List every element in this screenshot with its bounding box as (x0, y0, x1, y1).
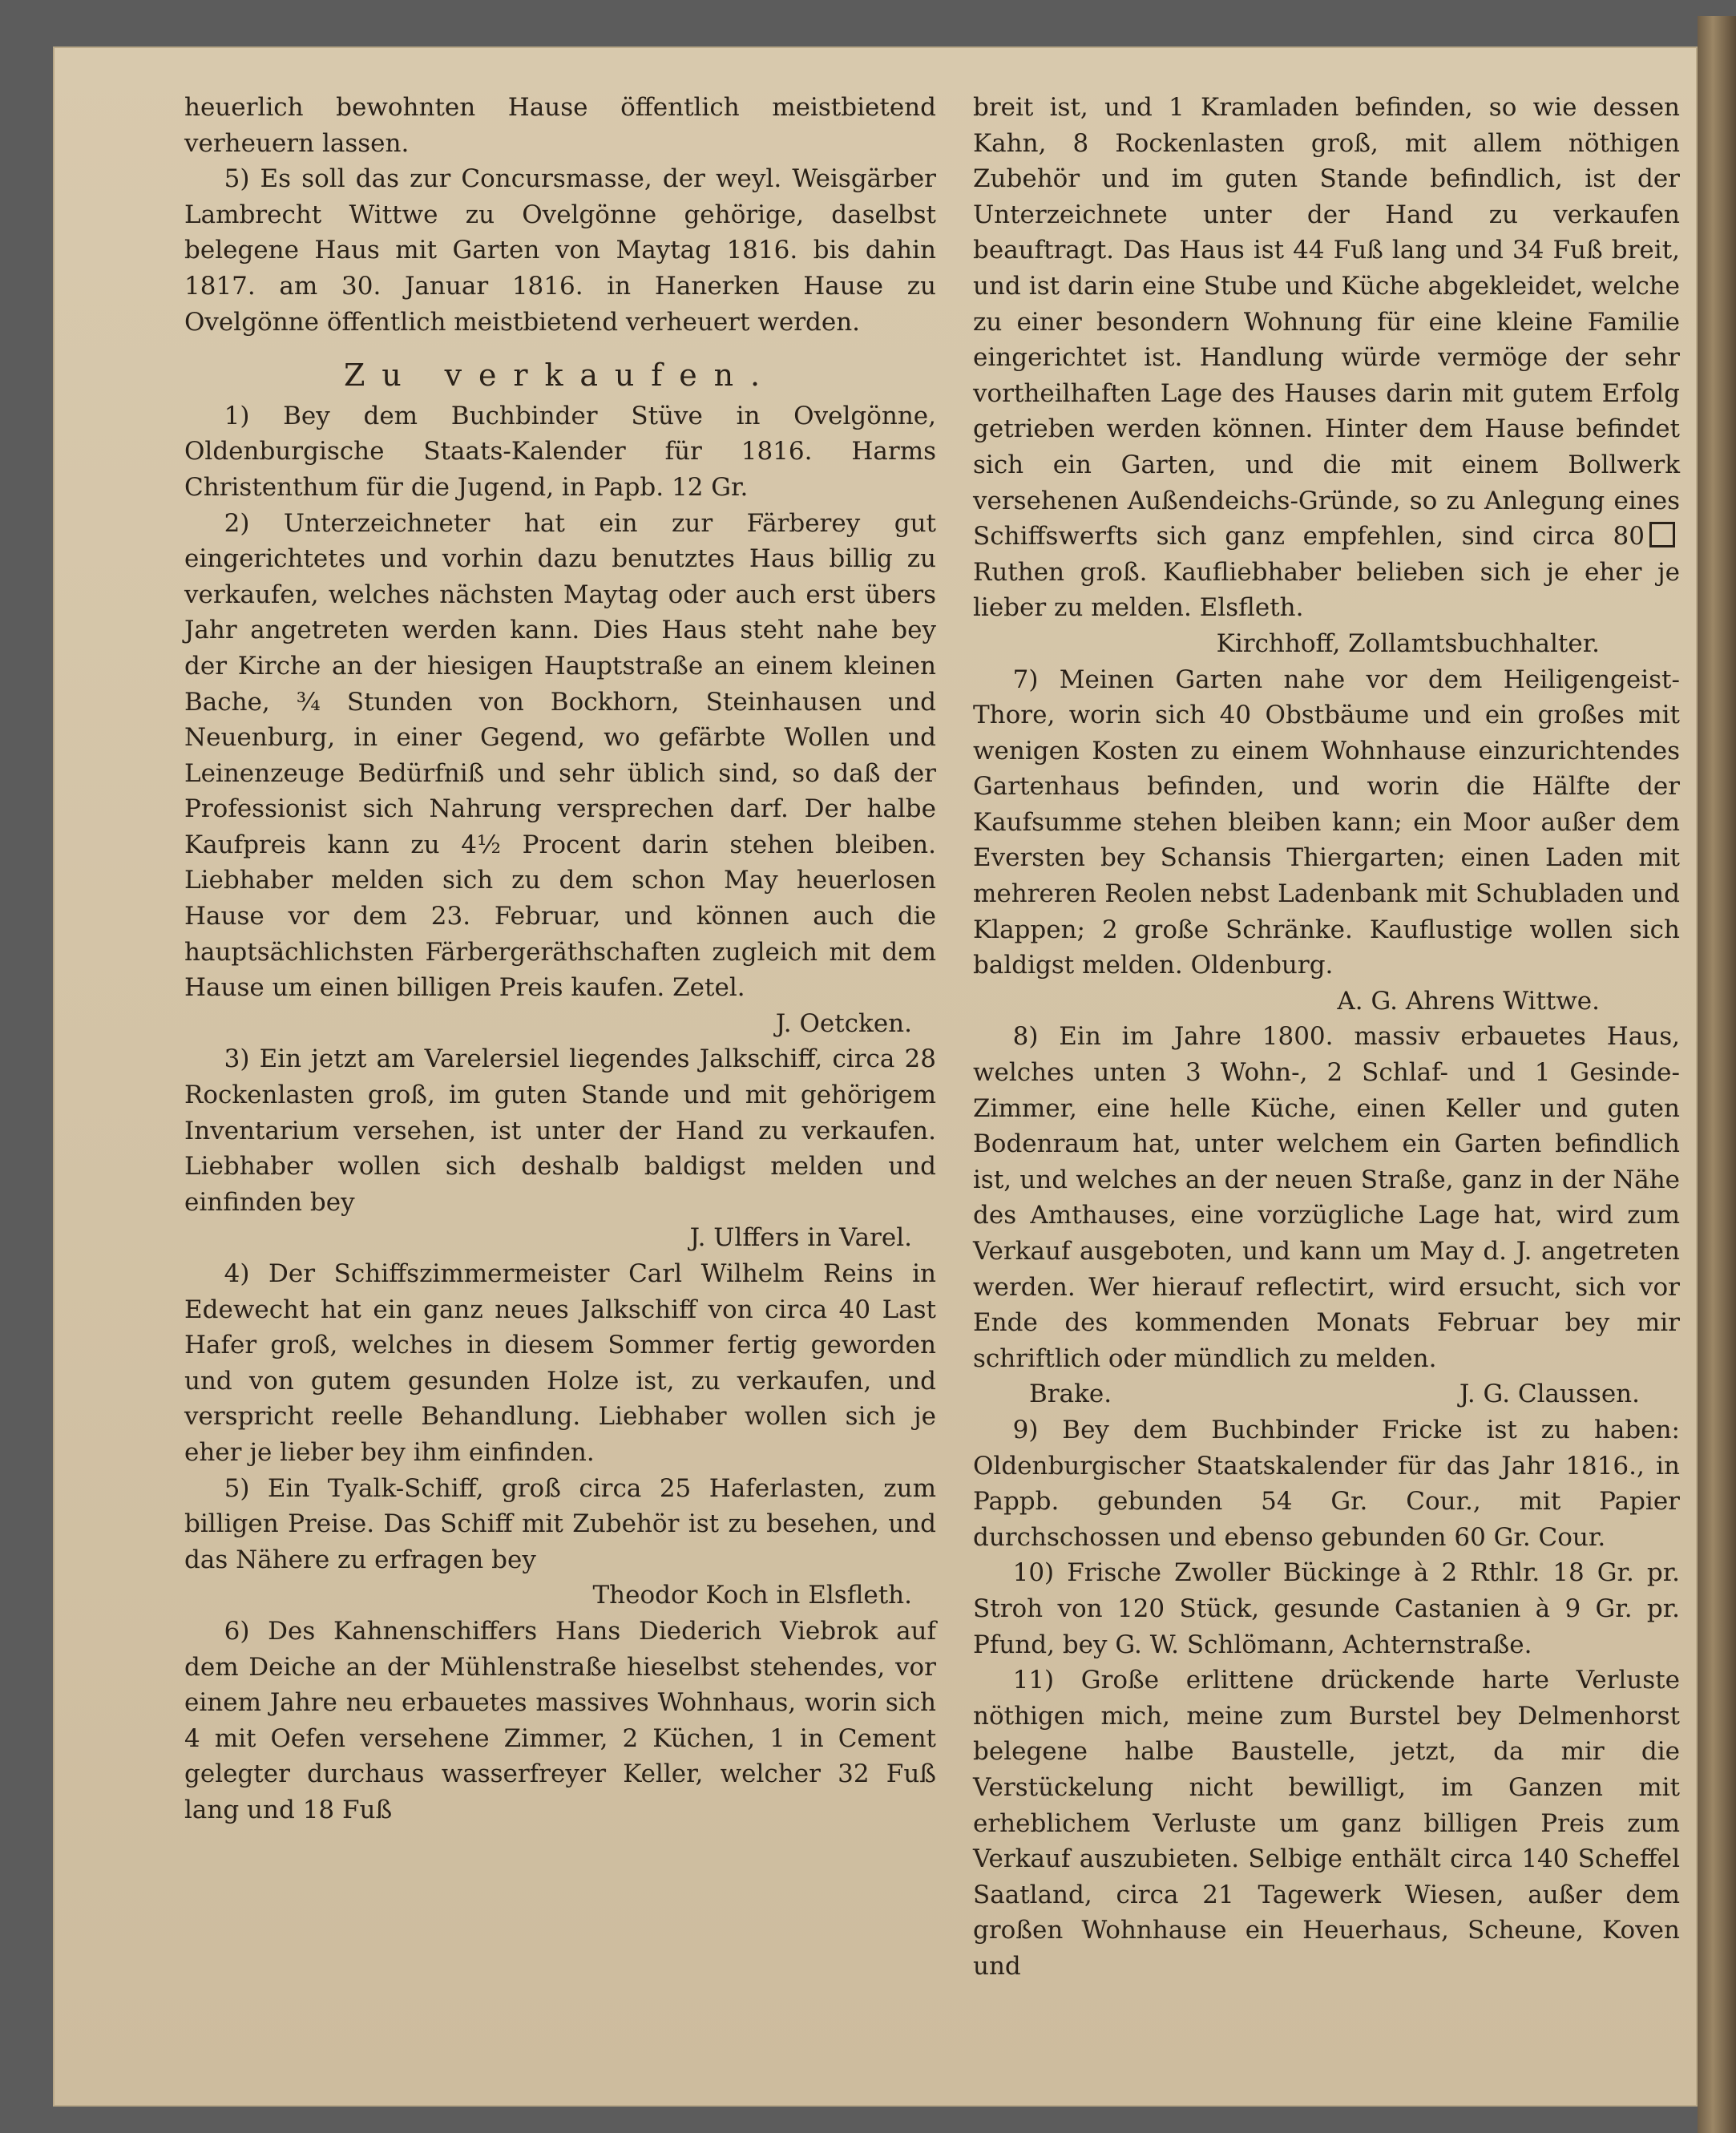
notice-5-heuer: 5) Es soll das zur Concursmasse, der weyl. Weisgärber Lambrecht Wittwe zu Ovelgönne gehörige, daselbst belegene Haus mit Garten von Maytag 1816. bis dahin 1817. am 30. Januar 1816. in Hanerken Hause zu Ovelgönne öffentlich meistbietend verheuert werden. (184, 164, 936, 337)
sale-item-5-signature: Theodor Koch in Elsfleth. (592, 1581, 912, 1610)
intro-paragraph: heuerlich bewohnten Hause öffentlich meistbietend verheuern lassen. (184, 93, 936, 158)
square-rod-symbol-icon (1649, 522, 1675, 547)
sale-item-8-signature: J. G. Claussen. (1459, 1380, 1640, 1409)
left-column (184, 90, 936, 1828)
sale-item-6-signature: Kirchhoff, Zollamtsbuchhalter. (1216, 628, 1600, 658)
sale-item-6-text-b: Ruthen groß. Kaufliebhaber belieben sich je eher je lieber zu melden. Elsfleth. (973, 557, 1680, 623)
sale-item-4: 4) Der Schiffszimmermeister Carl Wilhelm Reins in Edewecht hat ein ganz neues Jalkschiff von circa 40 Last Hafer groß, welches in diesem Sommer fertig geworden und von gutem gesunden Holze ist, zu verkaufen, und verspricht reelle Behandlung. Liebhaber wollen sich je eher je lieber bey ihm einfinden. (184, 1259, 936, 1467)
sale-item-10: 10) Frische Zwoller Bückinge à 2 Rthlr. 18 Gr. pr. Stroh von 120 Stück, gesunde Castanien à 9 Gr. pr. Pfund, bey G. W. Schlömann, Achternstraße. (973, 1558, 1680, 1659)
sale-item-6-text-a: breit ist, und 1 Kramladen befinden, so wie dessen Kahn, 8 Rockenlasten groß, mit allem nöthigen Zubehör und im guten Stande befindlich, ist der Unterzeichnete unter der Hand zu verkaufen beauftragt. Das Haus ist 44 Fuß lang und 34 Fuß breit, und ist darin eine Stube und Küche abgekleidet, welche zu einer besondern Wohnung für eine kleine Familie eingerichtet ist. Handlung würde vermöge der sehr vortheilhaften Lage des Hauses darin mit gutem Erfolg getrieben werden können. Hinter dem Hause befindet sich ein Garten, und die mit einem Bollwerk versehenen Außendeichs-Gründe, so zu Anlegung eines Schiffswerfts sich ganz empfehlen, sind circa 80 (973, 93, 1680, 551)
sale-item-8: 8) Ein im Jahre 1800. massiv erbauetes Haus, welches unten 3 Wohn-, 2 Schlaf- und 1 Gesinde-Zimmer, eine helle Küche, einen Keller und guten Bodenraum hat, unter welchem ein Garten befindlich ist, und welches an der neuen Straße, ganz in der Nähe des Amthauses, eine vorzügliche Lage hat, wird zum Verkauf ausgeboten, und kann um May d. J. angetreten werden. Wer hierauf reflectirt, wird ersucht, sich vor Ende des kommenden Monats Februar bey mir schriftlich oder mündlich zu melden. (973, 1022, 1680, 1373)
section-heading: Zu verkaufen. (343, 358, 777, 394)
sale-item-7: 7) Meinen Garten nahe vor dem Heiligengeist-Thore, worin sich 40 Obstbäume und ein großes mit wenigen Kosten zu einem Wohnhause einzurichtendes Gartenhaus befinden, und worin die Hälfte der Kaufsumme stehen bleiben kann; ein Moor außer dem Eversten bey Schansis Thiergarten; einen Laden mit mehreren Reolen nebst Ladenbank mit Schubladen und Klappen; 2 große Schränke. Kauflustige wollen sich baldigst melden. Oldenburg. (973, 665, 1680, 980)
sale-item-1: 1) Bey dem Buchbinder Stüve in Ovelgönne, Oldenburgische Staats-Kalender für 1816. Harms Christenthum für die Jugend, in Papb. 12 Gr. (184, 401, 936, 502)
sale-item-8-place: Brake. (1029, 1380, 1112, 1409)
right-column (973, 90, 1680, 1984)
sale-item-7-signature: A. G. Ahrens Wittwe. (1337, 986, 1600, 1016)
sale-item-6-part1: 6) Des Kahnenschiffers Hans Diederich Viebrok auf dem Deiche an der Mühlenstraße hieselbst stehendes, vor einem Jahre neu erbauetes massives Wohnhaus, worin sich 4 mit Oefen versehene Zimmer, 2 Küchen, 1 in Cement gelegter durchaus wasserfreyer Keller, welcher 32 Fuß lang und 18 Fuß (184, 1616, 936, 1824)
sale-item-5: 5) Ein Tyalk-Schiff, groß circa 25 Haferlasten, zum billigen Preise. Das Schiff mit Zubehör ist zu besehen, und das Nähere zu erfragen bey (184, 1473, 936, 1574)
book-spine (1698, 16, 1736, 2133)
sale-item-2: 2) Unterzeichneter hat ein zur Färberey gut eingerichtetes und vorhin dazu benutztes Haus billig zu verkaufen, welches nächsten Maytag oder auch erst übers Jahr angetreten werden kann. Dies Haus steht nahe bey der Kirche an der hiesigen Hauptstraße an einem kleinen Bache, ¾ Stunden von Bockhorn, Steinhausen und Neuenburg, in einer Gegend, wo gefärbte Wollen und Leinenzeuge Bedürfniß und sehr üblich sind, so daß der Professionist sich Nahrung versprechen darf. Der halbe Kaufpreis kann zu 4½ Procent darin stehen bleiben. Liebhaber melden sich zu dem schon May heuerlosen Hause vor dem 23. Februar, und können auch die hauptsächlichsten Färbergeräthschaften zugleich mit dem Hause um einen billigen Preis kaufen. Zetel. (184, 508, 936, 1003)
sale-item-3: 3) Ein jetzt am Varelersiel liegendes Jalkschiff, circa 28 Rockenlasten groß, im guten Stande und mit gehörigem Inventarium versehen, ist unter der Hand zu verkaufen. Liebhaber wollen sich deshalb baldigst melden und einfinden bey (184, 1044, 936, 1217)
sale-item-8-signature-line (973, 1376, 1680, 1412)
sale-item-11: 11) Große erlittene drückende harte Verluste nöthigen mich, meine zum Burstel bey Delmenhorst belegene halbe Baustelle, jetzt, da mir die Verstückelung nicht bewilligt, im Ganzen mit erheblichem Verluste um ganz billigen Preis zum Verkauf auszubieten. Selbige enthält circa 140 Scheffel Saatland, circa 21 Tagewerk Wiesen, außer dem großen Wohnhause ein Heuerhaus, Scheune, Koven und (973, 1666, 1680, 1981)
sale-item-6-part2 (973, 90, 1680, 626)
sale-item-9: 9) Bey dem Buchbinder Fricke ist zu haben: Oldenburgischer Staatskalender für das Jahr 1816., in Pappb. gebunden 54 Gr. Cour., mit Papier durchschossen und ebenso gebunden 60 Gr. Cour. (973, 1415, 1680, 1552)
sale-item-2-signature: J. Oetcken. (775, 1008, 912, 1038)
sale-item-3-signature: J. Ulffers in Varel. (689, 1223, 912, 1253)
